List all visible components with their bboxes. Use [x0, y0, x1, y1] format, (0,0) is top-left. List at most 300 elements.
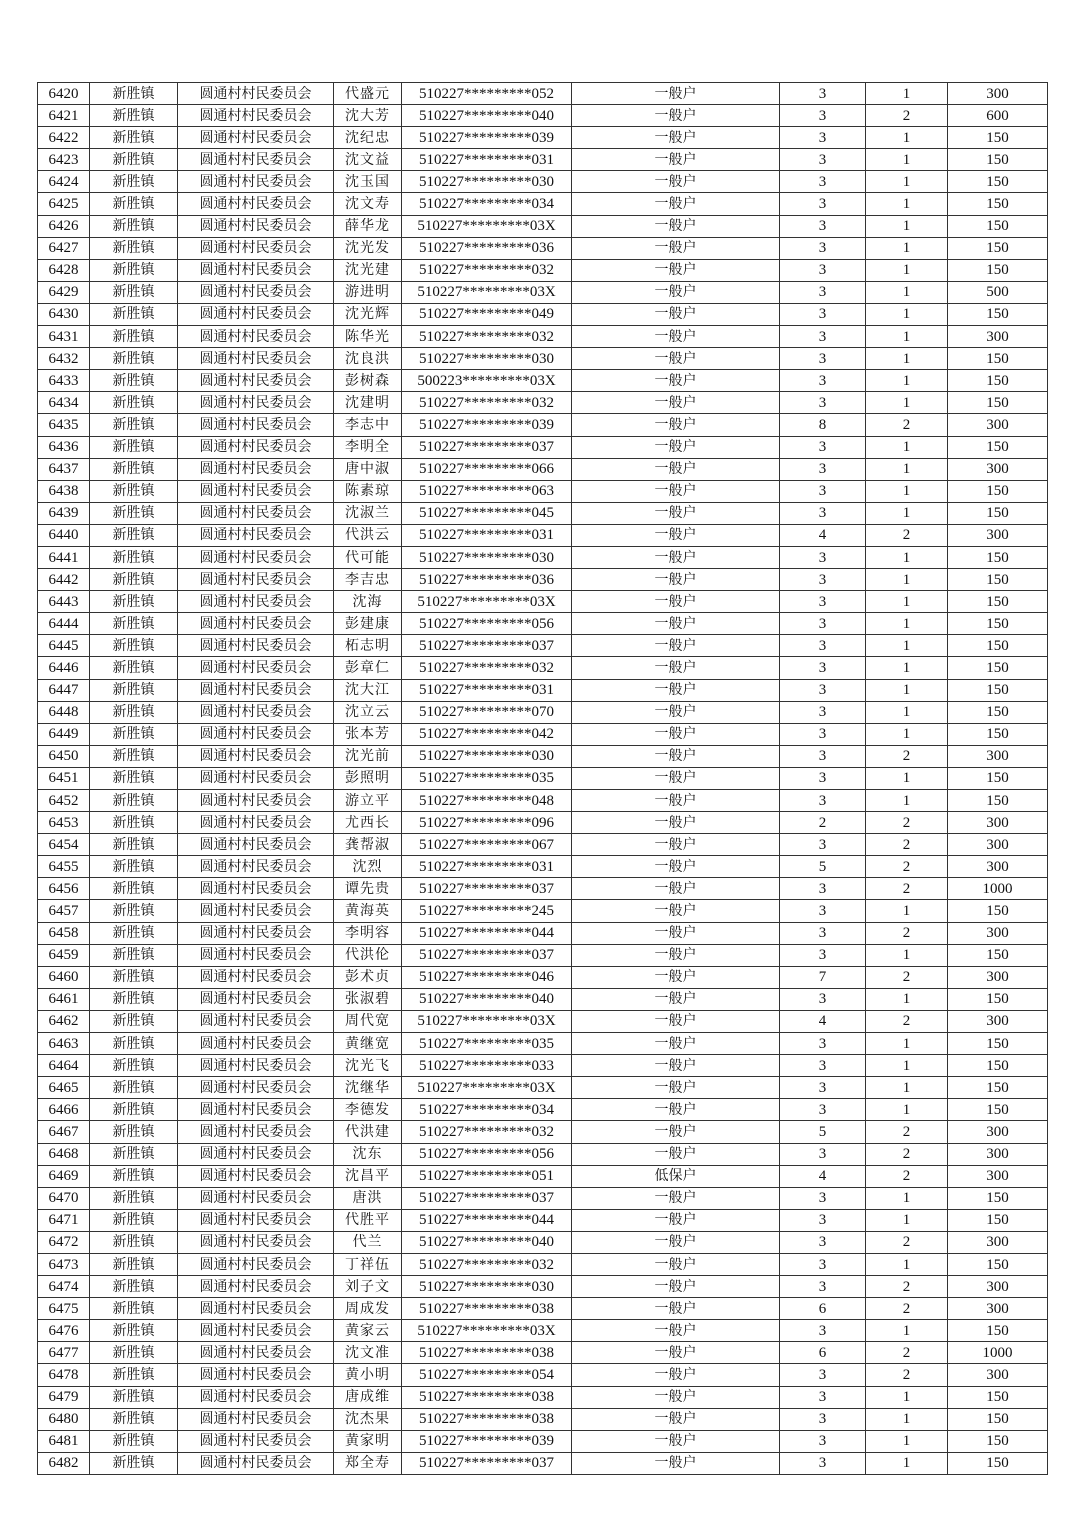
household-type-cell: 一般户	[572, 834, 780, 856]
town-cell: 新胜镇	[90, 237, 178, 259]
serial-number-cell: 6435	[38, 414, 90, 436]
count-b-cell: 1	[866, 127, 948, 149]
household-head-name-cell: 李明容	[334, 922, 402, 944]
household-head-name-cell: 龚帮淑	[334, 834, 402, 856]
village-committee-cell: 圆通村村民委员会	[178, 127, 334, 149]
id-number-cell: 510227*********049	[402, 303, 572, 325]
serial-number-cell: 6446	[38, 657, 90, 679]
table-row	[38, 1231, 1048, 1253]
village-committee-cell: 圆通村村民委员会	[178, 900, 334, 922]
serial-number-cell: 6469	[38, 1165, 90, 1187]
town-cell: 新胜镇	[90, 1276, 178, 1298]
serial-number-cell: 6462	[38, 1010, 90, 1032]
count-b-cell: 2	[866, 856, 948, 878]
table-row	[38, 193, 1048, 215]
household-head-name-cell: 尤西长	[334, 812, 402, 834]
id-number-cell: 510227*********037	[402, 635, 572, 657]
household-type-cell: 一般户	[572, 546, 780, 568]
count-a-cell: 3	[780, 502, 866, 524]
serial-number-cell: 6429	[38, 281, 90, 303]
village-committee-cell: 圆通村村民委员会	[178, 171, 334, 193]
count-a-cell: 8	[780, 414, 866, 436]
count-a-cell: 3	[780, 127, 866, 149]
count-a-cell: 3	[780, 1430, 866, 1452]
amount-cell: 150	[948, 988, 1048, 1010]
town-cell: 新胜镇	[90, 281, 178, 303]
town-cell: 新胜镇	[90, 790, 178, 812]
amount-cell: 150	[948, 237, 1048, 259]
table-row	[38, 657, 1048, 679]
id-number-cell: 510227*********03X	[402, 1077, 572, 1099]
town-cell: 新胜镇	[90, 679, 178, 701]
id-number-cell: 510227*********051	[402, 1165, 572, 1187]
town-cell: 新胜镇	[90, 215, 178, 237]
village-committee-cell: 圆通村村民委员会	[178, 613, 334, 635]
household-type-cell: 一般户	[572, 1209, 780, 1231]
table-row	[38, 303, 1048, 325]
serial-number-cell: 6441	[38, 546, 90, 568]
village-committee-cell: 圆通村村民委员会	[178, 215, 334, 237]
count-b-cell: 2	[866, 1364, 948, 1386]
id-number-cell: 510227*********044	[402, 1209, 572, 1231]
household-head-name-cell: 黄小明	[334, 1364, 402, 1386]
town-cell: 新胜镇	[90, 569, 178, 591]
household-type-cell: 一般户	[572, 1276, 780, 1298]
village-committee-cell: 圆通村村民委员会	[178, 767, 334, 789]
village-committee-cell: 圆通村村民委员会	[178, 193, 334, 215]
household-head-name-cell: 代兰	[334, 1231, 402, 1253]
table-row	[38, 436, 1048, 458]
amount-cell: 150	[948, 259, 1048, 281]
count-b-cell: 1	[866, 944, 948, 966]
household-head-name-cell: 黄继宽	[334, 1033, 402, 1055]
count-a-cell: 3	[780, 1320, 866, 1342]
household-type-cell: 一般户	[572, 679, 780, 701]
table-row	[38, 900, 1048, 922]
table-row	[38, 1033, 1048, 1055]
table-row	[38, 1364, 1048, 1386]
count-b-cell: 1	[866, 392, 948, 414]
count-b-cell: 1	[866, 215, 948, 237]
village-committee-cell: 圆通村村民委员会	[178, 1386, 334, 1408]
count-a-cell: 3	[780, 1276, 866, 1298]
household-table	[37, 82, 1048, 1475]
count-b-cell: 2	[866, 105, 948, 127]
id-number-cell: 510227*********030	[402, 171, 572, 193]
count-a-cell: 3	[780, 237, 866, 259]
village-committee-cell: 圆通村村民委员会	[178, 988, 334, 1010]
household-head-name-cell: 沈立云	[334, 701, 402, 723]
serial-number-cell: 6444	[38, 613, 90, 635]
town-cell: 新胜镇	[90, 259, 178, 281]
table-row	[38, 1055, 1048, 1077]
village-committee-cell: 圆通村村民委员会	[178, 657, 334, 679]
id-number-cell: 510227*********056	[402, 1143, 572, 1165]
household-head-name-cell: 沈杰果	[334, 1408, 402, 1430]
table-row	[38, 546, 1048, 568]
count-b-cell: 1	[866, 83, 948, 105]
count-a-cell: 7	[780, 966, 866, 988]
village-committee-cell: 圆通村村民委员会	[178, 790, 334, 812]
table-row	[38, 856, 1048, 878]
serial-number-cell: 6466	[38, 1099, 90, 1121]
town-cell: 新胜镇	[90, 1364, 178, 1386]
town-cell: 新胜镇	[90, 723, 178, 745]
count-a-cell: 3	[780, 723, 866, 745]
table-row	[38, 745, 1048, 767]
town-cell: 新胜镇	[90, 370, 178, 392]
household-head-name-cell: 沈建明	[334, 392, 402, 414]
household-type-cell: 一般户	[572, 326, 780, 348]
town-cell: 新胜镇	[90, 922, 178, 944]
table-row	[38, 834, 1048, 856]
town-cell: 新胜镇	[90, 414, 178, 436]
household-type-cell: 一般户	[572, 1253, 780, 1275]
village-committee-cell: 圆通村村民委员会	[178, 966, 334, 988]
amount-cell: 150	[948, 1187, 1048, 1209]
serial-number-cell: 6458	[38, 922, 90, 944]
town-cell: 新胜镇	[90, 392, 178, 414]
count-a-cell: 3	[780, 657, 866, 679]
serial-number-cell: 6472	[38, 1231, 90, 1253]
village-committee-cell: 圆通村村民委员会	[178, 83, 334, 105]
household-head-name-cell: 柘志明	[334, 635, 402, 657]
amount-cell: 150	[948, 348, 1048, 370]
village-committee-cell: 圆通村村民委员会	[178, 1298, 334, 1320]
village-committee-cell: 圆通村村民委员会	[178, 1010, 334, 1032]
town-cell: 新胜镇	[90, 657, 178, 679]
amount-cell: 150	[948, 900, 1048, 922]
count-a-cell: 3	[780, 767, 866, 789]
village-committee-cell: 圆通村村民委员会	[178, 370, 334, 392]
serial-number-cell: 6431	[38, 326, 90, 348]
household-type-cell: 一般户	[572, 502, 780, 524]
household-type-cell: 一般户	[572, 237, 780, 259]
amount-cell: 300	[948, 1276, 1048, 1298]
id-number-cell: 510227*********030	[402, 348, 572, 370]
household-type-cell: 一般户	[572, 1187, 780, 1209]
count-a-cell: 3	[780, 613, 866, 635]
town-cell: 新胜镇	[90, 1408, 178, 1430]
id-number-cell: 510227*********040	[402, 1231, 572, 1253]
count-a-cell: 3	[780, 458, 866, 480]
amount-cell: 150	[948, 723, 1048, 745]
count-a-cell: 3	[780, 259, 866, 281]
household-type-cell: 一般户	[572, 171, 780, 193]
serial-number-cell: 6465	[38, 1077, 90, 1099]
serial-number-cell: 6451	[38, 767, 90, 789]
household-head-name-cell: 李吉忠	[334, 569, 402, 591]
amount-cell: 150	[948, 944, 1048, 966]
table-row	[38, 1298, 1048, 1320]
table-row	[38, 171, 1048, 193]
count-b-cell: 1	[866, 546, 948, 568]
town-cell: 新胜镇	[90, 591, 178, 613]
amount-cell: 300	[948, 922, 1048, 944]
household-head-name-cell: 陈素琼	[334, 480, 402, 502]
table-row	[38, 966, 1048, 988]
count-b-cell: 2	[866, 1165, 948, 1187]
table-row	[38, 1010, 1048, 1032]
count-b-cell: 1	[866, 1386, 948, 1408]
village-committee-cell: 圆通村村民委员会	[178, 591, 334, 613]
town-cell: 新胜镇	[90, 83, 178, 105]
serial-number-cell: 6464	[38, 1055, 90, 1077]
amount-cell: 150	[948, 767, 1048, 789]
id-number-cell: 510227*********066	[402, 458, 572, 480]
count-a-cell: 3	[780, 105, 866, 127]
amount-cell: 150	[948, 127, 1048, 149]
household-head-name-cell: 黄海英	[334, 900, 402, 922]
village-committee-cell: 圆通村村民委员会	[178, 812, 334, 834]
serial-number-cell: 6478	[38, 1364, 90, 1386]
amount-cell: 300	[948, 1143, 1048, 1165]
id-number-cell: 510227*********036	[402, 569, 572, 591]
amount-cell: 150	[948, 790, 1048, 812]
table-row	[38, 127, 1048, 149]
household-type-cell: 一般户	[572, 1099, 780, 1121]
household-type-cell: 一般户	[572, 1121, 780, 1143]
count-a-cell: 3	[780, 480, 866, 502]
serial-number-cell: 6427	[38, 237, 90, 259]
table-row	[38, 458, 1048, 480]
household-head-name-cell: 代可能	[334, 546, 402, 568]
town-cell: 新胜镇	[90, 171, 178, 193]
id-number-cell: 510227*********032	[402, 392, 572, 414]
town-cell: 新胜镇	[90, 1099, 178, 1121]
count-b-cell: 2	[866, 524, 948, 546]
town-cell: 新胜镇	[90, 127, 178, 149]
amount-cell: 150	[948, 436, 1048, 458]
table-row	[38, 370, 1048, 392]
household-type-cell: 一般户	[572, 1408, 780, 1430]
serial-number-cell: 6455	[38, 856, 90, 878]
household-type-cell: 一般户	[572, 1055, 780, 1077]
id-number-cell: 510227*********037	[402, 436, 572, 458]
household-type-cell: 一般户	[572, 1386, 780, 1408]
village-committee-cell: 圆通村村民委员会	[178, 701, 334, 723]
count-a-cell: 3	[780, 281, 866, 303]
count-b-cell: 1	[866, 1055, 948, 1077]
table-row	[38, 701, 1048, 723]
household-type-cell: 一般户	[572, 370, 780, 392]
serial-number-cell: 6473	[38, 1253, 90, 1275]
household-type-cell: 一般户	[572, 1320, 780, 1342]
village-committee-cell: 圆通村村民委员会	[178, 878, 334, 900]
serial-number-cell: 6430	[38, 303, 90, 325]
count-b-cell: 1	[866, 502, 948, 524]
id-number-cell: 510227*********054	[402, 1364, 572, 1386]
town-cell: 新胜镇	[90, 480, 178, 502]
household-head-name-cell: 沈文寿	[334, 193, 402, 215]
household-head-name-cell: 黄家明	[334, 1430, 402, 1452]
village-committee-cell: 圆通村村民委员会	[178, 679, 334, 701]
serial-number-cell: 6437	[38, 458, 90, 480]
id-number-cell: 510227*********032	[402, 1253, 572, 1275]
serial-number-cell: 6477	[38, 1342, 90, 1364]
table-row	[38, 569, 1048, 591]
id-number-cell: 510227*********046	[402, 966, 572, 988]
town-cell: 新胜镇	[90, 1209, 178, 1231]
village-committee-cell: 圆通村村民委员会	[178, 436, 334, 458]
household-head-name-cell: 李志中	[334, 414, 402, 436]
household-head-name-cell: 刘子文	[334, 1276, 402, 1298]
household-type-cell: 一般户	[572, 458, 780, 480]
count-b-cell: 2	[866, 834, 948, 856]
village-committee-cell: 圆通村村民委员会	[178, 856, 334, 878]
serial-number-cell: 6449	[38, 723, 90, 745]
household-head-name-cell: 陈华光	[334, 326, 402, 348]
id-number-cell: 510227*********037	[402, 878, 572, 900]
household-type-cell: 一般户	[572, 878, 780, 900]
village-committee-cell: 圆通村村民委员会	[178, 326, 334, 348]
id-number-cell: 510227*********038	[402, 1342, 572, 1364]
id-number-cell: 510227*********096	[402, 812, 572, 834]
village-committee-cell: 圆通村村民委员会	[178, 149, 334, 171]
id-number-cell: 510227*********031	[402, 524, 572, 546]
village-committee-cell: 圆通村村民委员会	[178, 524, 334, 546]
amount-cell: 300	[948, 1298, 1048, 1320]
town-cell: 新胜镇	[90, 1231, 178, 1253]
table-row	[38, 502, 1048, 524]
id-number-cell: 510227*********070	[402, 701, 572, 723]
household-type-cell: 一般户	[572, 193, 780, 215]
table-row	[38, 392, 1048, 414]
id-number-cell: 510227*********063	[402, 480, 572, 502]
id-number-cell: 510227*********030	[402, 1276, 572, 1298]
count-b-cell: 1	[866, 171, 948, 193]
table-row	[38, 1099, 1048, 1121]
count-a-cell: 3	[780, 1364, 866, 1386]
household-type-cell: 一般户	[572, 524, 780, 546]
household-head-name-cell: 张淑碧	[334, 988, 402, 1010]
household-head-name-cell: 黄家云	[334, 1320, 402, 1342]
village-committee-cell: 圆通村村民委员会	[178, 281, 334, 303]
household-head-name-cell: 代洪建	[334, 1121, 402, 1143]
table-row	[38, 591, 1048, 613]
amount-cell: 300	[948, 1010, 1048, 1032]
town-cell: 新胜镇	[90, 966, 178, 988]
amount-cell: 150	[948, 1253, 1048, 1275]
household-head-name-cell: 沈烈	[334, 856, 402, 878]
household-head-name-cell: 彭建康	[334, 613, 402, 635]
household-type-cell: 一般户	[572, 745, 780, 767]
count-a-cell: 4	[780, 1165, 866, 1187]
id-number-cell: 510227*********032	[402, 1121, 572, 1143]
household-type-cell: 一般户	[572, 1231, 780, 1253]
serial-number-cell: 6471	[38, 1209, 90, 1231]
count-b-cell: 2	[866, 922, 948, 944]
count-a-cell: 4	[780, 1010, 866, 1032]
id-number-cell: 510227*********03X	[402, 591, 572, 613]
count-b-cell: 2	[866, 414, 948, 436]
count-a-cell: 3	[780, 1055, 866, 1077]
table-row	[38, 1408, 1048, 1430]
table-row	[38, 1342, 1048, 1364]
count-b-cell: 2	[866, 812, 948, 834]
count-a-cell: 4	[780, 524, 866, 546]
household-type-cell: 一般户	[572, 215, 780, 237]
serial-number-cell: 6440	[38, 524, 90, 546]
serial-number-cell: 6463	[38, 1033, 90, 1055]
table-row	[38, 149, 1048, 171]
count-b-cell: 2	[866, 1231, 948, 1253]
village-committee-cell: 圆通村村民委员会	[178, 635, 334, 657]
id-number-cell: 510227*********039	[402, 127, 572, 149]
serial-number-cell: 6432	[38, 348, 90, 370]
amount-cell: 150	[948, 193, 1048, 215]
household-type-cell: 一般户	[572, 127, 780, 149]
town-cell: 新胜镇	[90, 635, 178, 657]
id-number-cell: 510227*********042	[402, 723, 572, 745]
count-b-cell: 1	[866, 900, 948, 922]
table-row	[38, 1143, 1048, 1165]
town-cell: 新胜镇	[90, 812, 178, 834]
table-row	[38, 215, 1048, 237]
village-committee-cell: 圆通村村民委员会	[178, 1033, 334, 1055]
table-row	[38, 679, 1048, 701]
household-type-cell: 一般户	[572, 767, 780, 789]
household-type-cell: 一般户	[572, 436, 780, 458]
amount-cell: 150	[948, 635, 1048, 657]
table-row	[38, 988, 1048, 1010]
village-committee-cell: 圆通村村民委员会	[178, 1231, 334, 1253]
village-committee-cell: 圆通村村民委员会	[178, 745, 334, 767]
household-type-cell: 一般户	[572, 83, 780, 105]
count-b-cell: 2	[866, 878, 948, 900]
id-number-cell: 510227*********035	[402, 1033, 572, 1055]
count-a-cell: 3	[780, 1187, 866, 1209]
table-row	[38, 1276, 1048, 1298]
household-head-name-cell: 沈文准	[334, 1342, 402, 1364]
serial-number-cell: 6422	[38, 127, 90, 149]
id-number-cell: 510227*********031	[402, 149, 572, 171]
serial-number-cell: 6450	[38, 745, 90, 767]
household-type-cell: 一般户	[572, 105, 780, 127]
count-b-cell: 1	[866, 701, 948, 723]
household-head-name-cell: 彭术贞	[334, 966, 402, 988]
id-number-cell: 510227*********035	[402, 767, 572, 789]
serial-number-cell: 6481	[38, 1430, 90, 1452]
count-b-cell: 1	[866, 1099, 948, 1121]
household-head-name-cell: 沈继华	[334, 1077, 402, 1099]
amount-cell: 1000	[948, 878, 1048, 900]
household-type-cell: 低保户	[572, 1165, 780, 1187]
household-type-cell: 一般户	[572, 1452, 780, 1474]
serial-number-cell: 6459	[38, 944, 90, 966]
town-cell: 新胜镇	[90, 878, 178, 900]
count-a-cell: 3	[780, 944, 866, 966]
town-cell: 新胜镇	[90, 436, 178, 458]
count-a-cell: 3	[780, 679, 866, 701]
serial-number-cell: 6433	[38, 370, 90, 392]
amount-cell: 150	[948, 370, 1048, 392]
count-b-cell: 1	[866, 1452, 948, 1474]
id-number-cell: 510227*********038	[402, 1298, 572, 1320]
household-type-cell: 一般户	[572, 613, 780, 635]
count-a-cell: 3	[780, 1077, 866, 1099]
village-committee-cell: 圆通村村民委员会	[178, 1187, 334, 1209]
household-head-name-cell: 沈文益	[334, 149, 402, 171]
count-a-cell: 2	[780, 812, 866, 834]
town-cell: 新胜镇	[90, 988, 178, 1010]
town-cell: 新胜镇	[90, 767, 178, 789]
town-cell: 新胜镇	[90, 856, 178, 878]
count-b-cell: 1	[866, 1320, 948, 1342]
amount-cell: 300	[948, 856, 1048, 878]
serial-number-cell: 6434	[38, 392, 90, 414]
id-number-cell: 510227*********052	[402, 83, 572, 105]
